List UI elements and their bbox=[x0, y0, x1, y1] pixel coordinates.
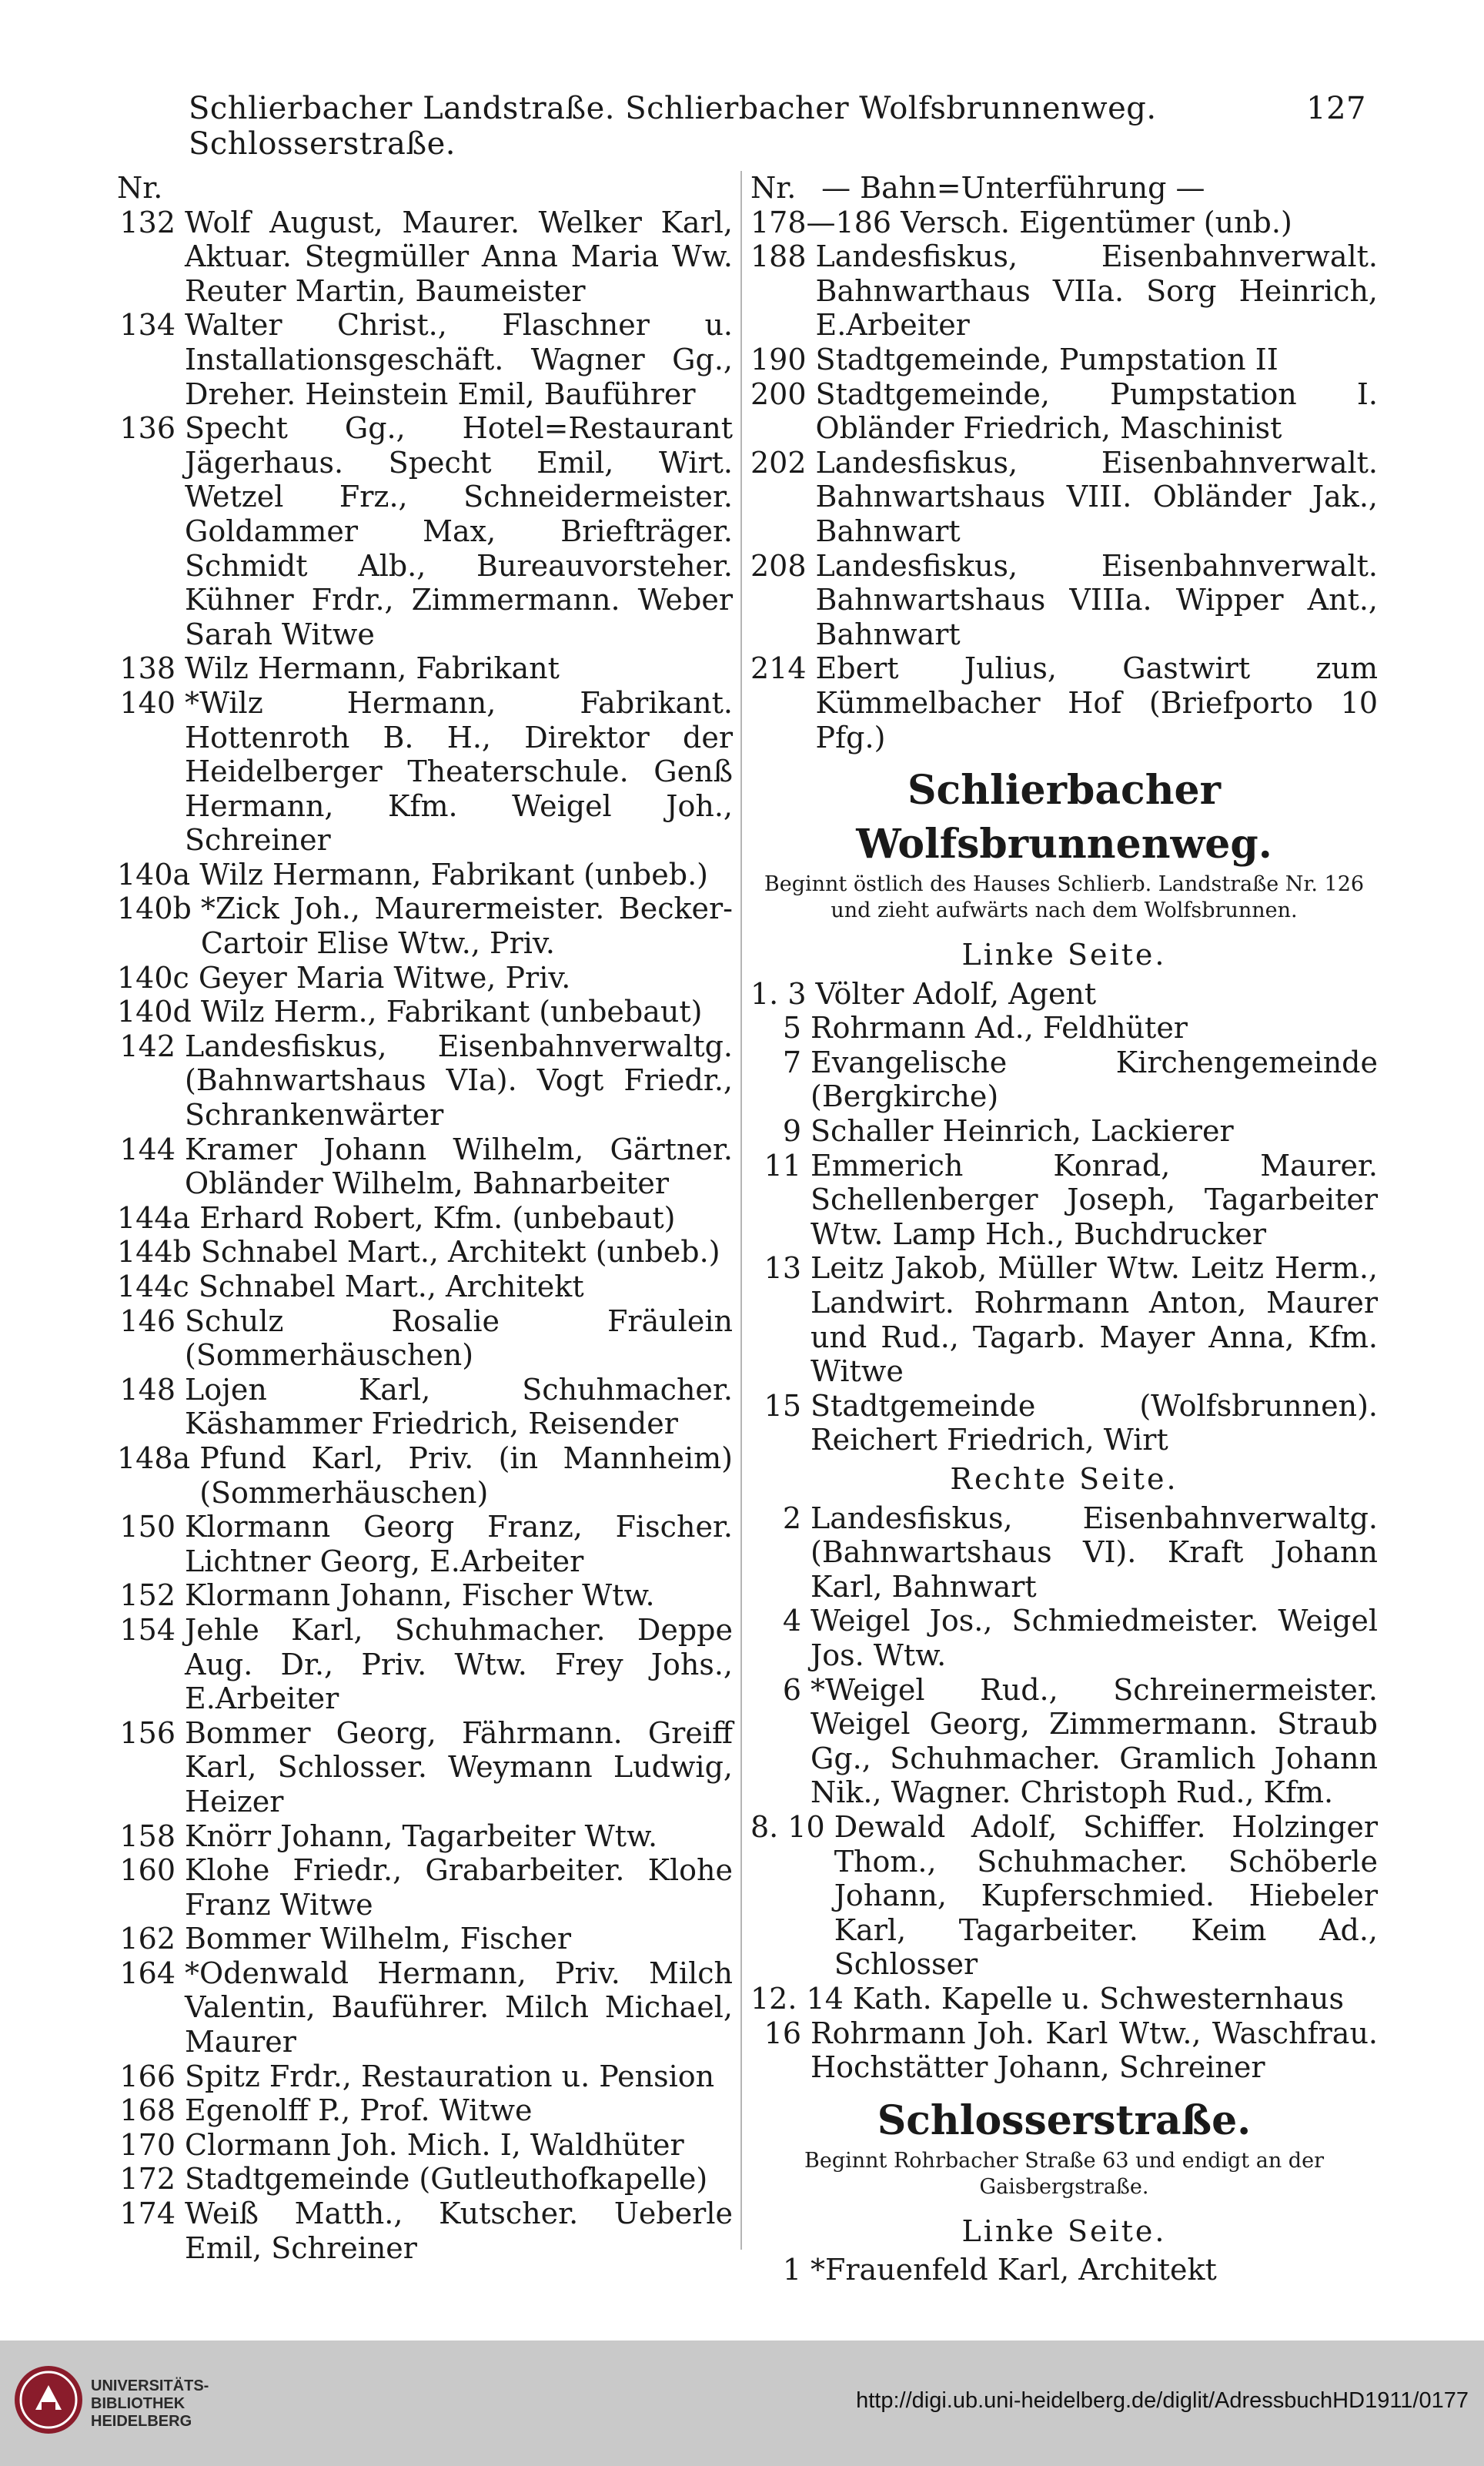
house-number: 144 bbox=[119, 1132, 175, 1166]
resident-text: Versch. Eigentümer (unb.) bbox=[901, 205, 1292, 239]
directory-entry bbox=[750, 1251, 1378, 1388]
house-number: 154 bbox=[119, 1612, 175, 1647]
house-number: 144a bbox=[117, 1200, 191, 1235]
directory-entry bbox=[117, 1235, 733, 1270]
house-number: 148 bbox=[119, 1372, 175, 1407]
directory-entry bbox=[750, 1114, 1378, 1149]
house-number: 146 bbox=[119, 1303, 175, 1338]
directory-entry bbox=[117, 206, 733, 309]
directory-entry bbox=[117, 1133, 733, 1201]
library-name: UNIVERSITÄTS- BIBLIOTHEK HEIDELBERG bbox=[91, 2377, 209, 2430]
street-description: Beginnt Rohrbacher Straße 63 und endigt an der Gaisbergstraße. bbox=[804, 2148, 1324, 2199]
resident-text: Clormann Joh. Mich. I, Waldhüter bbox=[185, 2127, 684, 2162]
resident-text: Egenolff P., Prof. Witwe bbox=[185, 2093, 533, 2128]
directory-entry bbox=[117, 2093, 733, 2128]
directory-entry bbox=[750, 1501, 1378, 1604]
house-number: 8. 10 bbox=[750, 1809, 825, 1844]
street-title-schlosserstrasse: Schlosserstraße. bbox=[877, 2096, 1252, 2144]
directory-entry bbox=[117, 1716, 733, 1819]
resident-text: Kath. Kapelle u. Schwesternhaus bbox=[852, 1981, 1344, 2016]
house-number: 170 bbox=[119, 2127, 175, 2162]
resident-text: Wolf August, Maurer. Welker Karl, Aktuar. Stegmüller Anna Maria Ww. Reuter Martin, Baumeister bbox=[185, 205, 733, 308]
resident-text: Rohrmann Ad., Feldhüter bbox=[811, 1011, 1188, 1046]
resident-text: Klohe Friedr., Grabarbeiter. Klohe Franz Witwe bbox=[185, 1853, 733, 1922]
house-number: 132 bbox=[119, 205, 175, 239]
side-title-right: Rechte Seite. bbox=[950, 1462, 1178, 1496]
resident-text: Specht Gg., Hotel=Restaurant Jägerhaus. Specht Emil, Wirt. Wetzel Frz., Schneidermeister. Goldammer Max, Briefträger. Schmidt Alb., Bureauvorsteher. Kühner Frdr., Zimmermann. Weber Sarah Witwe bbox=[185, 411, 733, 651]
house-number: 138 bbox=[119, 651, 175, 686]
directory-entry bbox=[750, 1604, 1378, 1672]
resident-text: Lojen Karl, Schuhmacher. Käshammer Friedrich, Reisender bbox=[185, 1372, 733, 1441]
column-divider bbox=[740, 171, 742, 2250]
directory-entry bbox=[117, 1201, 733, 1236]
resident-text: Wilz Hermann, Fabrikant (unbeb.) bbox=[199, 857, 708, 892]
resident-text: *Wilz Hermann, Fabrikant. Hottenroth B. H., Direktor der Heidelberger Theaterschule. Genß Hermann, Kfm. Weigel Joh., Schreiner bbox=[185, 685, 733, 858]
house-number: 158 bbox=[119, 1819, 175, 1853]
directory-entry bbox=[117, 2162, 733, 2197]
house-number: 2 bbox=[782, 1501, 801, 1535]
house-number: 134 bbox=[119, 308, 175, 343]
house-number: 148a bbox=[117, 1440, 191, 1475]
resident-text: Landesfiskus, Eisenbahnverwalt. Bahnwartshaus VIII. Obländer Jak., Bahnwart bbox=[815, 445, 1378, 548]
house-number: 13 bbox=[764, 1251, 801, 1286]
directory-entry bbox=[750, 1389, 1378, 1457]
house-number: 208 bbox=[750, 548, 807, 583]
house-number: 9 bbox=[782, 1114, 801, 1149]
directory-entry bbox=[117, 1956, 733, 2059]
resident-text: Wilz Herm., Fabrikant (unbebaut) bbox=[200, 995, 703, 1029]
directory-entry bbox=[117, 892, 733, 960]
resident-text: Völter Adolf, Agent bbox=[815, 976, 1097, 1011]
directory-entry bbox=[117, 1373, 733, 1441]
schlosserstrasse-left-list bbox=[750, 2253, 1378, 2287]
directory-entry bbox=[117, 2197, 733, 2265]
house-number: 16 bbox=[764, 2016, 801, 2050]
directory-entry bbox=[117, 1613, 733, 1716]
street-title-wolfsbrunnenweg: Schlierbacher Wolfsbrunnenweg. bbox=[856, 767, 1272, 868]
resident-text: Landesfiskus, Eisenbahnverwaltg. (Bahnwartshaus VIa). Vogt Friedr., Schrankenwärter bbox=[185, 1029, 733, 1133]
directory-entry bbox=[117, 995, 733, 1029]
resident-text: Geyer Maria Witwe, Priv. bbox=[198, 960, 571, 995]
house-number: 178—186 bbox=[750, 205, 892, 239]
underpass-label: — Bahn=Unterführung — bbox=[821, 171, 1205, 205]
resident-text: Rohrmann Joh. Karl Wtw., Waschfrau. Hochstätter Johann, Schreiner bbox=[811, 2016, 1378, 2085]
resident-text: Schnabel Mart., Architekt bbox=[198, 1270, 584, 1303]
resident-text: Landesfiskus, Eisenbahnverwalt. Bahnwartshaus VIIIa. Wipper Ant., Bahnwart bbox=[815, 548, 1378, 651]
house-number: 160 bbox=[119, 1853, 175, 1888]
side-title-left: Linke Seite. bbox=[961, 938, 1167, 972]
directory-entry bbox=[117, 411, 733, 651]
directory-entry bbox=[117, 1578, 733, 1613]
page-number: 127 bbox=[1306, 91, 1366, 126]
resident-text: Stadtgemeinde (Gutleuthofkapelle) bbox=[185, 2162, 708, 2197]
column-header-nr: Nr. — Bahn=Unterführung — bbox=[750, 171, 1205, 205]
running-head bbox=[189, 91, 1366, 162]
house-number: 150 bbox=[119, 1510, 175, 1544]
resident-text: Weigel Jos., Schmiedmeister. Weigel Jos. Wtw. bbox=[811, 1604, 1378, 1672]
house-number: 162 bbox=[119, 1922, 175, 1956]
resident-text: Schaller Heinrich, Lackierer bbox=[811, 1114, 1234, 1149]
directory-entry bbox=[750, 1046, 1378, 1114]
house-number: 140c bbox=[117, 960, 189, 995]
directory-entry bbox=[117, 1853, 733, 1922]
resident-text: Dewald Adolf, Schiffer. Holzinger Thom., Schuhmacher. Schöberle Johann, Kupferschmied. Hiebeler Karl, Tagarbeiter. Keim Ad., Schlosser bbox=[834, 1809, 1378, 1982]
resident-text: Spitz Frdr., Restauration u. Pension bbox=[185, 2059, 715, 2093]
column-header-nr: Nr. bbox=[117, 171, 163, 205]
directory-entry bbox=[750, 1011, 1378, 1046]
house-number: 168 bbox=[119, 2093, 175, 2128]
house-number: 200 bbox=[750, 376, 807, 411]
house-number: 202 bbox=[750, 445, 807, 480]
house-number: 4 bbox=[782, 1604, 801, 1638]
directory-entry bbox=[117, 961, 733, 995]
resident-text: Kramer Johann Wilhelm, Gärtner. Obländer Wilhelm, Bahnarbeiter bbox=[185, 1132, 733, 1201]
house-number: 5 bbox=[782, 1011, 801, 1046]
directory-entry bbox=[750, 206, 1378, 240]
house-number: 166 bbox=[119, 2059, 175, 2093]
directory-entry bbox=[750, 377, 1378, 446]
left-entry-list bbox=[117, 206, 733, 2266]
resident-text: Klormann Georg Franz, Fischer. Lichtner Georg, E.Arbeiter bbox=[185, 1510, 733, 1578]
directory-entry bbox=[117, 1270, 733, 1304]
directory-entry bbox=[750, 2253, 1378, 2287]
house-number: 144c bbox=[117, 1270, 189, 1303]
resident-text: Schnabel Mart., Architekt (unbeb.) bbox=[200, 1235, 720, 1270]
directory-entry bbox=[117, 1510, 733, 1578]
house-number: 190 bbox=[750, 342, 807, 376]
resident-text: Stadtgemeinde, Pumpstation II bbox=[815, 342, 1278, 376]
resident-text: Erhard Robert, Kfm. (unbebaut) bbox=[199, 1200, 676, 1235]
wolfsbrunnenweg-right-list bbox=[750, 1501, 1378, 2085]
directory-entry bbox=[750, 651, 1378, 755]
resident-text: Evangelische Kirchengemeinde (Bergkirche) bbox=[811, 1045, 1378, 1114]
resident-text: *Frauenfeld Karl, Architekt bbox=[811, 2253, 1217, 2287]
resident-text: Pfund Karl, Priv. (in Mannheim) (Sommerhäuschen) bbox=[199, 1440, 733, 1510]
house-number: 11 bbox=[764, 1148, 801, 1183]
directory-entry bbox=[117, 2059, 733, 2094]
resident-text: Landesfiskus, Eisenbahnverwaltg. (Bahnwartshaus VI). Kraft Johann Karl, Bahnwart bbox=[811, 1501, 1378, 1604]
resident-text: Emmerich Konrad, Maurer. Schellenberger Joseph, Tagarbeiter Wtw. Lamp Hch., Buchdrucker bbox=[811, 1148, 1378, 1251]
house-number: 144b bbox=[117, 1235, 192, 1270]
house-number: 142 bbox=[119, 1029, 175, 1063]
resident-text: Stadtgemeinde, Pumpstation I. Obländer Friedrich, Maschinist bbox=[815, 376, 1378, 446]
directory-entry bbox=[117, 1029, 733, 1133]
landstrasse-entry-list bbox=[750, 206, 1378, 755]
house-number: 7 bbox=[782, 1045, 801, 1079]
directory-entry bbox=[750, 446, 1378, 549]
directory-entry bbox=[750, 1673, 1378, 1810]
house-number: 174 bbox=[119, 2197, 175, 2231]
side-title-left: Linke Seite. bbox=[961, 2213, 1167, 2248]
directory-entry bbox=[117, 2128, 733, 2163]
house-number: 140b bbox=[117, 892, 192, 926]
house-number: 136 bbox=[119, 411, 175, 446]
directory-entry bbox=[750, 343, 1378, 377]
house-number: 1 bbox=[782, 2253, 801, 2287]
resident-text: *Odenwald Hermann, Priv. Milch Valentin, Bauführer. Milch Michael, Maurer bbox=[185, 1956, 733, 2059]
wolfsbrunnenweg-left-list bbox=[750, 977, 1378, 1457]
directory-entry bbox=[750, 239, 1378, 343]
directory-entry bbox=[750, 549, 1378, 652]
resident-text: Wilz Hermann, Fabrikant bbox=[185, 651, 560, 686]
house-number: 12. 14 bbox=[750, 1981, 844, 2016]
house-number: 188 bbox=[750, 239, 807, 274]
resident-text: Schulz Rosalie Fräulein (Sommerhäuschen) bbox=[185, 1303, 733, 1373]
resident-text: *Weigel Rud., Schreinermeister. Weigel Georg, Zimmermann. Straub Gg., Schuhmacher. Gramlich Johann Nik., Wagner. Christoph Rud., Kfm. bbox=[811, 1672, 1378, 1810]
directory-entry bbox=[750, 1982, 1378, 2016]
resident-text: Weiß Matth., Kutscher. Ueberle Emil, Schreiner bbox=[185, 2197, 733, 2265]
house-number: 156 bbox=[119, 1715, 175, 1750]
directory-entry bbox=[117, 858, 733, 892]
house-number: 15 bbox=[764, 1388, 801, 1423]
resident-text: Stadtgemeinde (Wolfsbrunnen). Reichert Friedrich, Wirt bbox=[811, 1388, 1378, 1457]
directory-entry bbox=[117, 686, 733, 858]
house-number: 172 bbox=[119, 2162, 175, 2197]
directory-entry bbox=[117, 1441, 733, 1510]
resident-text: Bommer Wilhelm, Fischer bbox=[185, 1922, 572, 1956]
directory-entry bbox=[117, 651, 733, 686]
house-number: 152 bbox=[119, 1578, 175, 1613]
resident-text: Bommer Georg, Fährmann. Greiff Karl, Schlosser. Weymann Ludwig, Heizer bbox=[185, 1715, 733, 1819]
resident-text: *Zick Joh., Maurermeister. Becker-Cartoir Elise Wtw., Priv. bbox=[200, 892, 733, 961]
resident-text: Walter Christ., Flaschner u. Installationsgeschäft. Wagner Gg., Dreher. Heinstein Emil, Bauführer bbox=[185, 308, 733, 411]
resident-text: Leitz Jakob, Müller Wtw. Leitz Herm., Landwirt. Rohrmann Anton, Maurer und Rud., Tagarb. Mayer Anna, Kfm. Witwe bbox=[811, 1251, 1378, 1389]
house-number: 6 bbox=[782, 1672, 801, 1707]
directory-entry bbox=[117, 1922, 733, 1956]
directory-entry bbox=[750, 2016, 1378, 2085]
house-number: 140a bbox=[117, 857, 191, 892]
resident-text: Jehle Karl, Schuhmacher. Deppe Aug. Dr., Priv. Wtw. Frey Johs., E.Arbeiter bbox=[185, 1612, 733, 1716]
resident-text: Klormann Johann, Fischer Wtw. bbox=[185, 1578, 655, 1613]
house-number: 1. 3 bbox=[750, 976, 807, 1011]
house-number: 164 bbox=[119, 1956, 175, 1990]
source-url[interactable]: http://digi.ub.uni-heidelberg.de/diglit/AdressbuchHD1911/0177 bbox=[856, 2388, 1469, 2413]
resident-text: Ebert Julius, Gastwirt zum Kümmelbacher Hof (Briefporto 10 Pfg.) bbox=[815, 651, 1378, 755]
street-description: Beginnt östlich des Hauses Schlierb. Landstraße Nr. 126 und zieht aufwärts nach dem Wolfsbrunnen. bbox=[764, 872, 1365, 923]
university-library-logo-icon bbox=[12, 2364, 85, 2437]
running-head-title: Schlierbacher Landstraße. Schlierbacher Wolfsbrunnenweg. Schlosserstraße. bbox=[189, 91, 1157, 162]
footer-bar bbox=[0, 2341, 1484, 2466]
directory-entry bbox=[117, 308, 733, 411]
directory-entry bbox=[117, 1304, 733, 1373]
house-number: 214 bbox=[750, 651, 807, 686]
house-number: 140 bbox=[119, 685, 175, 720]
directory-entry bbox=[750, 977, 1378, 1012]
house-number: 140d bbox=[117, 995, 192, 1029]
resident-text: Knörr Johann, Tagarbeiter Wtw. bbox=[185, 1819, 658, 1853]
resident-text: Landesfiskus, Eisenbahnverwalt. Bahnwarthaus VIIa. Sorg Heinrich, E.Arbeiter bbox=[815, 239, 1378, 343]
directory-entry bbox=[117, 1819, 733, 1854]
right-column bbox=[750, 171, 1378, 2287]
directory-entry bbox=[750, 1149, 1378, 1252]
directory-entry bbox=[750, 1810, 1378, 1982]
left-column bbox=[117, 171, 733, 2265]
